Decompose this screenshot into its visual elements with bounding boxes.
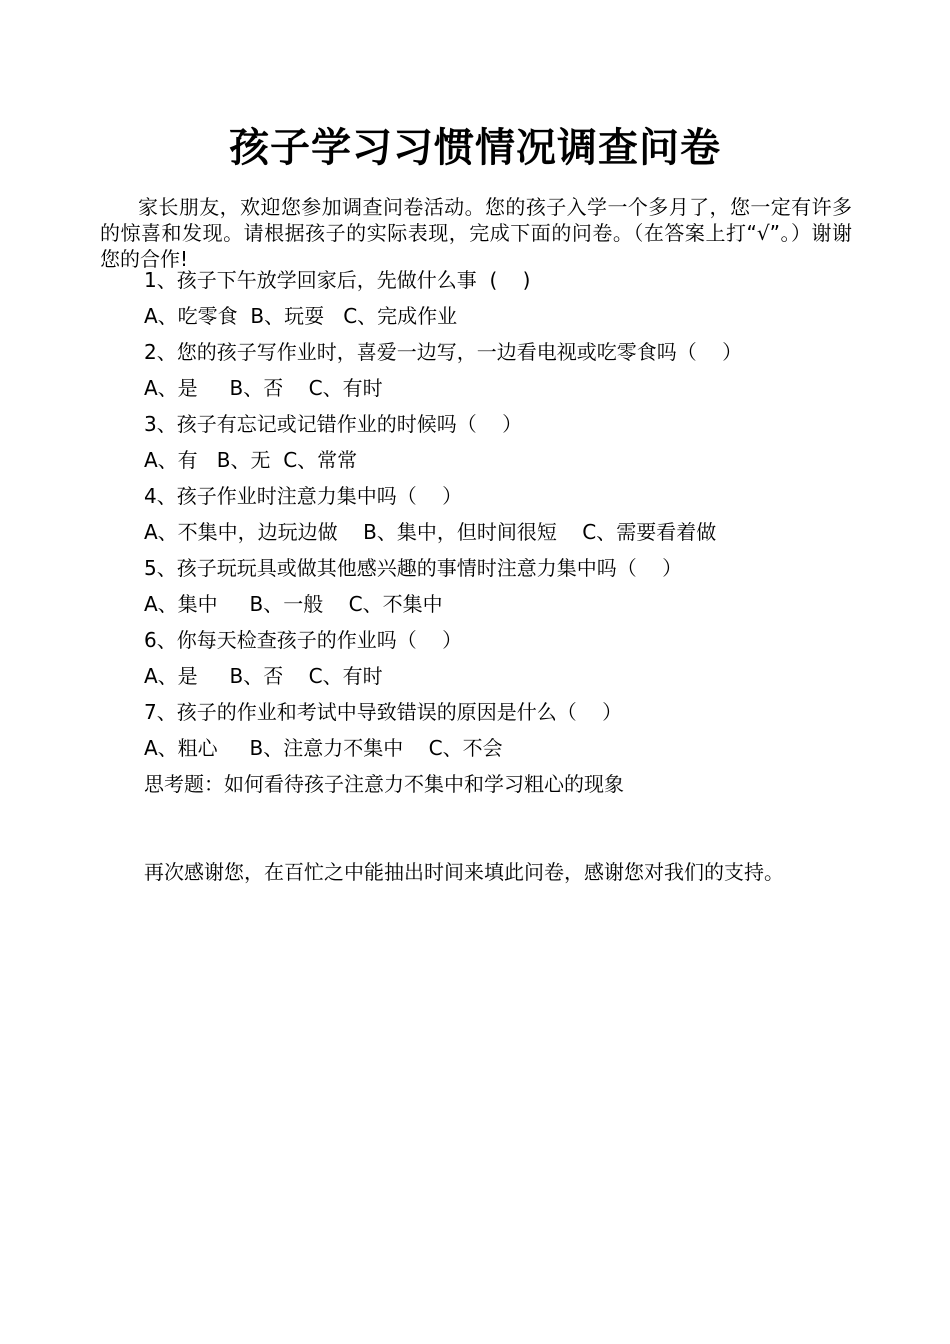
closing-thanks: 再次感谢您，在百忙之中能抽出时间来填此问卷，感谢您对我们的支持。 bbox=[144, 860, 784, 884]
question-7-options: A、粗心 B、注意力不集中 C、不会 bbox=[144, 736, 503, 760]
question-1: 1、孩子下午放学回家后，先做什么事 ( ) bbox=[144, 268, 531, 292]
question-6-options: A、是 B、否 C、有时 bbox=[144, 664, 383, 688]
question-7: 7、孩子的作业和考试中导致错误的原因是什么（ ） bbox=[144, 700, 623, 724]
question-4: 4、孩子作业时注意力集中吗（ ） bbox=[144, 484, 463, 508]
question-4-options: A、不集中，边玩边做 B、集中，但时间很短 C、需要看着做 bbox=[144, 520, 717, 544]
question-3: 3、孩子有忘记或记错作业的时候吗（ ） bbox=[144, 412, 523, 436]
thinking-question: 思考题：如何看待孩子注意力不集中和学习粗心的现象 bbox=[144, 772, 624, 796]
question-6: 6、你每天检查孩子的作业吗（ ） bbox=[144, 628, 463, 652]
question-5: 5、孩子玩玩具或做其他感兴趣的事情时注意力集中吗（ ） bbox=[144, 556, 683, 580]
intro-paragraph: 家长朋友，欢迎您参加调查问卷活动。您的孩子入学一个多月了，您一定有许多的惊喜和发现。请根据孩子的实际表现，完成下面的问卷。（在答案上打“√”。）谢谢您的合作! bbox=[100, 195, 852, 271]
question-2-options: A、是 B、否 C、有时 bbox=[144, 376, 383, 400]
question-1-options: A、吃零食 B、玩耍 C、完成作业 bbox=[144, 304, 458, 328]
question-5-options: A、集中 B、一般 C、不集中 bbox=[144, 592, 443, 616]
question-2: 2、您的孩子写作业时，喜爱一边写，一边看电视或吃零食吗（ ） bbox=[144, 340, 743, 364]
page-title: 孩子学习习惯情况调查问卷 bbox=[229, 125, 721, 171]
question-3-options: A、有 B、无 C、常常 bbox=[144, 448, 358, 472]
